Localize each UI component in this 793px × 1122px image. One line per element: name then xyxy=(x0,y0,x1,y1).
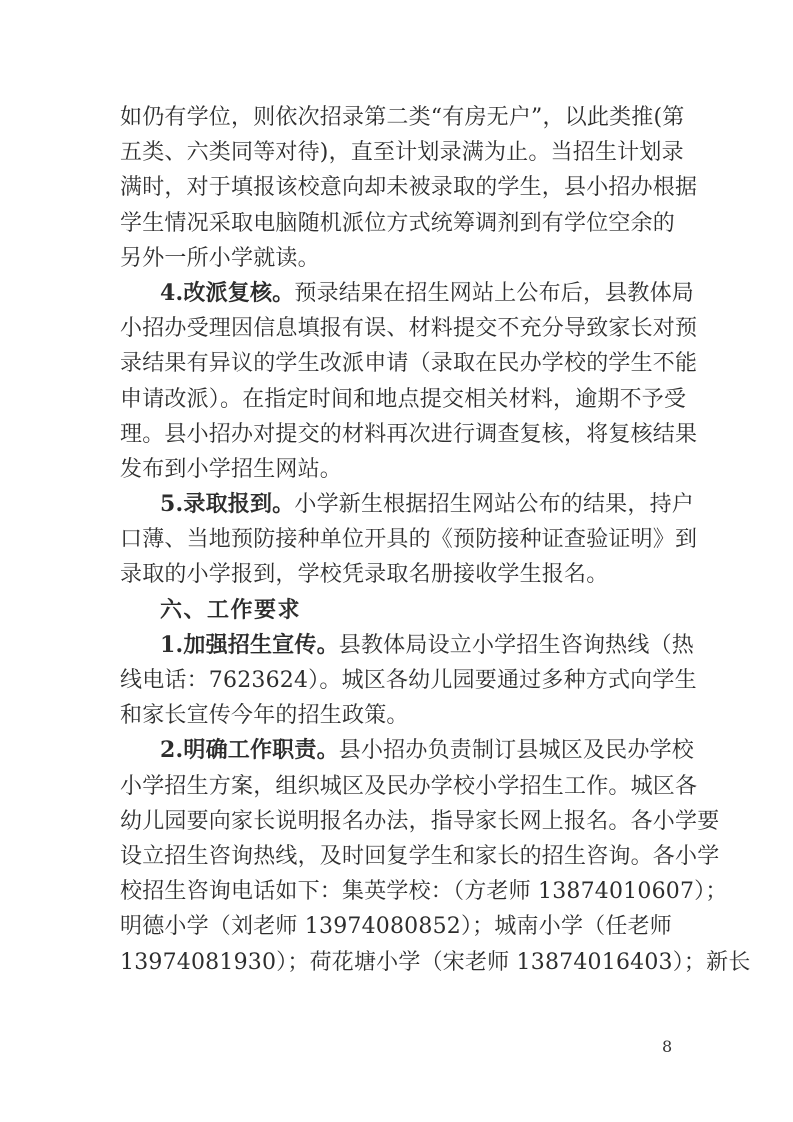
text-segment: 口薄、当地预防接种单位开具的《预防接种证查验证明》到 xyxy=(120,527,698,553)
text-segment: 录取的小学报到，学校凭录取名册接收学生报名。 xyxy=(120,562,609,588)
text-segment: 小学招生方案，组织城区及民办学校小学招生工作。城区各 xyxy=(120,773,698,799)
item-title: 5.录取报到。 xyxy=(160,491,295,518)
document-line xyxy=(120,628,692,663)
text-segment: 发布到小学招生网站。 xyxy=(120,456,343,482)
text-segment: 13974081930）；荷花塘小学（宋老师 13874016403）；新长 xyxy=(120,949,751,975)
document-line xyxy=(120,100,692,135)
text-segment: 五类、六类同等对待)，直至计划录满为止。当招生计划录 xyxy=(120,140,684,166)
text-segment: 理。县小招办对提交的材料再次进行调查复核，将复核结果 xyxy=(120,421,698,447)
document-line xyxy=(120,206,692,241)
page-number: 8 xyxy=(662,1037,673,1056)
document-line xyxy=(120,311,698,346)
document-line xyxy=(120,276,692,311)
text-segment: 和家长宣传今年的招生政策。 xyxy=(120,703,409,729)
text-segment: 小招办受理因信息填报有误、材料提交不充分导致家长对预 xyxy=(120,316,698,342)
text-segment: 另外一所小学就读。 xyxy=(120,245,320,271)
document-line xyxy=(120,241,692,276)
document-line xyxy=(120,945,751,980)
item-title: 2.明确工作职责。 xyxy=(160,737,339,764)
item-title: 1.加强招生宣传。 xyxy=(160,631,339,658)
text-segment: 幼儿园要向家长说明报名办法，指导家长网上报名。各小学要 xyxy=(120,808,720,834)
document-line xyxy=(120,733,692,768)
document-line xyxy=(120,557,692,592)
text-segment: 预录结果在招生网站上公布后，县教体局 xyxy=(294,280,694,306)
text-segment: 校招生咨询电话如下：集英学校：（方老师 13874010607）； xyxy=(120,879,728,905)
document-line xyxy=(120,346,698,381)
document-line xyxy=(120,804,720,839)
document-line xyxy=(120,874,728,909)
text-segment: 明德小学（刘老师 13974080852）；城南小学（任老师 xyxy=(120,914,672,940)
document-line xyxy=(120,769,698,804)
document-line xyxy=(120,417,698,452)
text-segment: 小学新生根据招生网站公布的结果，持户 xyxy=(294,492,694,518)
document-line xyxy=(120,839,720,874)
document-line xyxy=(120,135,692,170)
document-line xyxy=(120,909,692,944)
text-segment: 县教体局设立小学招生咨询热线（热 xyxy=(338,632,694,658)
document-line xyxy=(120,382,692,417)
document-line xyxy=(120,593,692,628)
text-segment: 县小招办负责制订县城区及民办学校 xyxy=(338,738,694,764)
text-segment: 录结果有异议的学生改派申请（录取在民办学校的学生不能 xyxy=(120,351,698,377)
text-segment: 满时，对于填报该校意向却未被录取的学生，县小招办根据 xyxy=(120,175,698,201)
item-title: 4.改派复核。 xyxy=(160,279,295,306)
document-line xyxy=(120,452,692,487)
text-segment: 如仍有学位，则依次招录第二类“有房无户”，以此类推(第 xyxy=(120,105,685,130)
text-segment: 学生情况采取电脑随机派位方式统筹调剂到有学位空余的 xyxy=(120,210,676,236)
text-segment: 线电话：7623624）。城区各幼儿园要通过多种方式向学生 xyxy=(120,668,697,693)
document-line xyxy=(120,663,697,698)
text-segment: 设立招生咨询热线，及时回复学生和家长的招生咨询。各小学 xyxy=(120,843,720,869)
document-body xyxy=(120,100,751,980)
section-heading: 六、工作要求 xyxy=(160,597,302,623)
document-line xyxy=(120,698,692,733)
document-line xyxy=(120,522,698,557)
document-line xyxy=(120,487,692,522)
text-segment: 申请改派）。在指定时间和地点提交相关材料，逾期不予受 xyxy=(120,386,687,412)
document-line xyxy=(120,170,698,205)
